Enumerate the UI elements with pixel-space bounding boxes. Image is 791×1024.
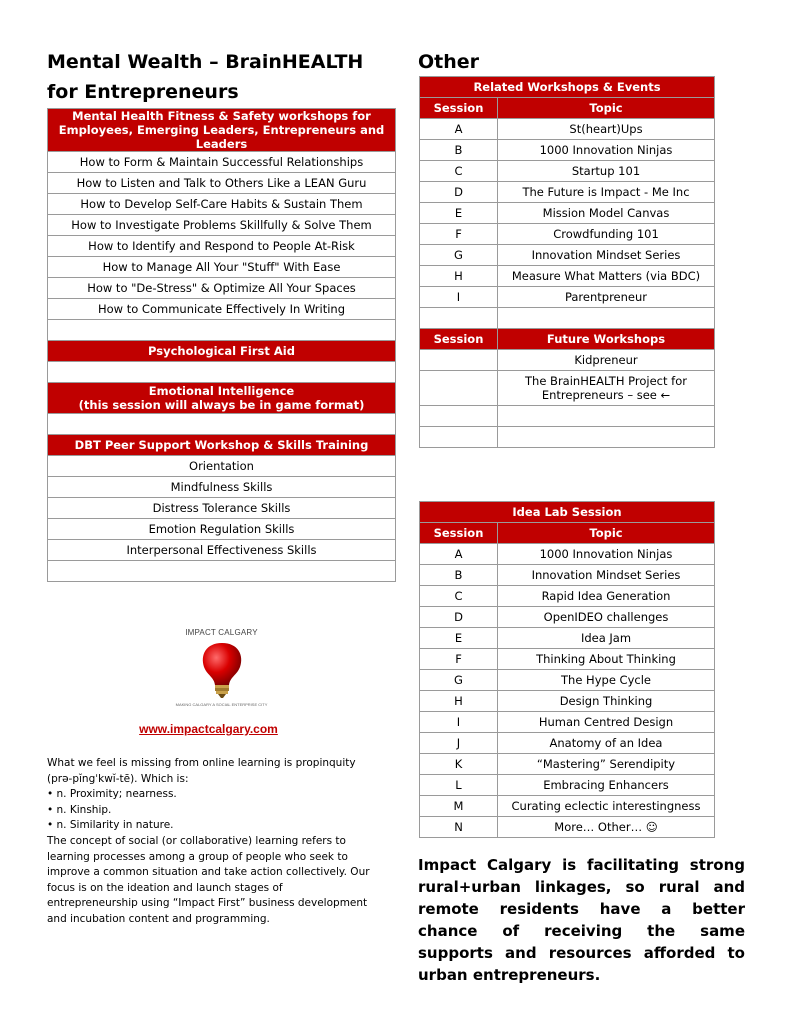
topic-cell: Parentpreneur <box>498 287 715 308</box>
empty-cell <box>498 308 715 329</box>
logo-tagline: MAKING CALGARY A SOCIAL ENTERPRISE CITY <box>175 702 268 707</box>
para-line: What we feel is missing from online learning is propinquity <box>47 757 356 769</box>
session-cell: H <box>420 691 498 712</box>
session-cell: C <box>420 586 498 607</box>
topic-cell: The Future is Impact - Me Inc <box>498 182 715 203</box>
title-line-2: for Entrepreneurs <box>47 81 239 103</box>
fitness-item: How to Investigate Problems Skillfully & Solve Them <box>48 215 396 236</box>
session-cell: M <box>420 796 498 817</box>
brainhealth-table <box>47 108 396 582</box>
empty-cell <box>420 427 498 448</box>
topic-cell: OpenIDEO challenges <box>498 607 715 628</box>
session-cell: K <box>420 754 498 775</box>
fitness-item: How to Communicate Effectively In Writing <box>48 299 396 320</box>
impact-calgary-logo <box>47 628 396 707</box>
ei-subtitle: (this session will always be in game format) <box>78 398 365 412</box>
session-cell: G <box>420 245 498 266</box>
topic-cell: Design Thinking <box>498 691 715 712</box>
future-item: Kidpreneur <box>498 350 715 371</box>
para-line: and incubation content and programming. <box>47 912 270 925</box>
topic-cell: Rapid Idea Generation <box>498 586 715 607</box>
session-cell: L <box>420 775 498 796</box>
topic-cell: Innovation Mindset Series <box>498 245 715 266</box>
topic-cell: 1000 Innovation Ninjas <box>498 140 715 161</box>
empty-cell <box>420 371 498 406</box>
logo-name: IMPACT CALGARY <box>185 628 258 637</box>
future-item: The BrainHEALTH Project for Entrepreneurs – see ← <box>498 371 715 406</box>
session-col-header: Session <box>420 98 498 119</box>
topic-col-header: Topic <box>498 98 715 119</box>
closing-statement: Impact Calgary is facilitating strong rural+urban linkages, so rural and remote residents have a better chance of receiving the same supports and resources afforded to urban entrepreneurs. <box>418 856 745 984</box>
session-cell: B <box>420 565 498 586</box>
session-cell: F <box>420 224 498 245</box>
session-col-header: Session <box>420 523 498 544</box>
idea-lab-table <box>419 501 715 838</box>
topic-cell: St(heart)Ups <box>498 119 715 140</box>
topic-cell: “Mastering” Serendipity <box>498 754 715 775</box>
topic-cell: Innovation Mindset Series <box>498 565 715 586</box>
idea-lab-header: Idea Lab Session <box>420 502 715 523</box>
fitness-item: How to Listen and Talk to Others Like a LEAN Guru <box>48 173 396 194</box>
topic-cell: Measure What Matters (via BDC) <box>498 266 715 287</box>
para-line: entrepreneurship using “Impact First” business development <box>47 897 368 910</box>
topic-col-header: Topic <box>498 523 715 544</box>
dbt-header: DBT Peer Support Workshop & Skills Training <box>48 435 396 456</box>
empty-row <box>48 362 396 383</box>
related-header: Related Workshops & Events <box>420 77 715 98</box>
session-cell: E <box>420 203 498 224</box>
topic-cell: Thinking About Thinking <box>498 649 715 670</box>
session-cell: N <box>420 817 498 838</box>
session-cell: E <box>420 628 498 649</box>
topic-cell: Curating eclectic interestingness <box>498 796 715 817</box>
ei-title: Emotional Intelligence <box>148 384 295 398</box>
empty-row <box>48 320 396 341</box>
para-line: • n. Proximity; nearness. <box>47 788 177 801</box>
topic-cell: 1000 Innovation Ninjas <box>498 544 715 565</box>
session-cell: B <box>420 140 498 161</box>
session-cell: A <box>420 544 498 565</box>
session-cell: J <box>420 733 498 754</box>
empty-cell <box>420 406 498 427</box>
topic-cell: Startup 101 <box>498 161 715 182</box>
fitness-header: Mental Health Fitness & Safety workshops for Employees, Emerging Leaders, Entrepreneurs and Leaders <box>48 109 396 152</box>
para-line: improve a common situation and take action collectively. Our <box>47 866 370 879</box>
session-cell: D <box>420 182 498 203</box>
session-cell: C <box>420 161 498 182</box>
para-line: • n. Similarity in nature. <box>47 819 174 832</box>
session-cell: F <box>420 649 498 670</box>
psych-first-aid-banner: Psychological First Aid <box>48 341 396 362</box>
empty-cell <box>420 350 498 371</box>
dbt-item: Interpersonal Effectiveness Skills <box>48 540 396 561</box>
other-title: Other <box>418 51 480 73</box>
fitness-item: How to Identify and Respond to People At-Risk <box>48 236 396 257</box>
para-line: focus is on the ideation and launch stages of <box>47 881 283 894</box>
session-cell: I <box>420 287 498 308</box>
session-cell: H <box>420 266 498 287</box>
dbt-item: Orientation <box>48 456 396 477</box>
dbt-item: Emotion Regulation Skills <box>48 519 396 540</box>
para-line: learning processes among a group of people who seek to <box>47 850 348 863</box>
topic-cell: Crowdfunding 101 <box>498 224 715 245</box>
empty-cell <box>420 308 498 329</box>
session-cell: G <box>420 670 498 691</box>
empty-cell <box>498 406 715 427</box>
topic-cell: Idea Jam <box>498 628 715 649</box>
session-cell: A <box>420 119 498 140</box>
ei-banner <box>48 383 396 414</box>
session-cell: I <box>420 712 498 733</box>
title-line-1: Mental Wealth – BrainHEALTH <box>47 51 364 73</box>
para-line: The concept of social (or collaborative) learning refers to <box>47 834 346 847</box>
future-session-header: Session <box>420 329 498 350</box>
related-workshops-table <box>419 76 715 448</box>
future-header: Future Workshops <box>498 329 715 350</box>
empty-cell <box>498 427 715 448</box>
topic-cell: Anatomy of an Idea <box>498 733 715 754</box>
fitness-item: How to Manage All Your "Stuff" With Ease <box>48 257 396 278</box>
session-cell: D <box>420 607 498 628</box>
fitness-item: How to "De-Stress" & Optimize All Your Spaces <box>48 278 396 299</box>
fitness-item: How to Develop Self-Care Habits & Sustain Them <box>48 194 396 215</box>
topic-cell: More… Other… ☺ <box>498 817 715 838</box>
propinquity-paragraph <box>47 756 387 928</box>
para-line: (prə-pĭngˈkwĭ-tē). Which is: <box>47 772 189 785</box>
fitness-item: How to Form & Maintain Successful Relationships <box>48 152 396 173</box>
para-line: • n. Kinship. <box>47 803 112 816</box>
topic-cell: Mission Model Canvas <box>498 203 715 224</box>
dbt-item: Mindfulness Skills <box>48 477 396 498</box>
website-link[interactable]: www.impactcalgary.com <box>139 722 278 736</box>
topic-cell: The Hype Cycle <box>498 670 715 691</box>
page-title <box>47 47 363 107</box>
dbt-item: Distress Tolerance Skills <box>48 498 396 519</box>
topic-cell: Human Centred Design <box>498 712 715 733</box>
empty-row <box>48 561 396 582</box>
topic-cell: Embracing Enhancers <box>498 775 715 796</box>
empty-row <box>48 414 396 435</box>
lightbulb-icon <box>192 639 252 701</box>
